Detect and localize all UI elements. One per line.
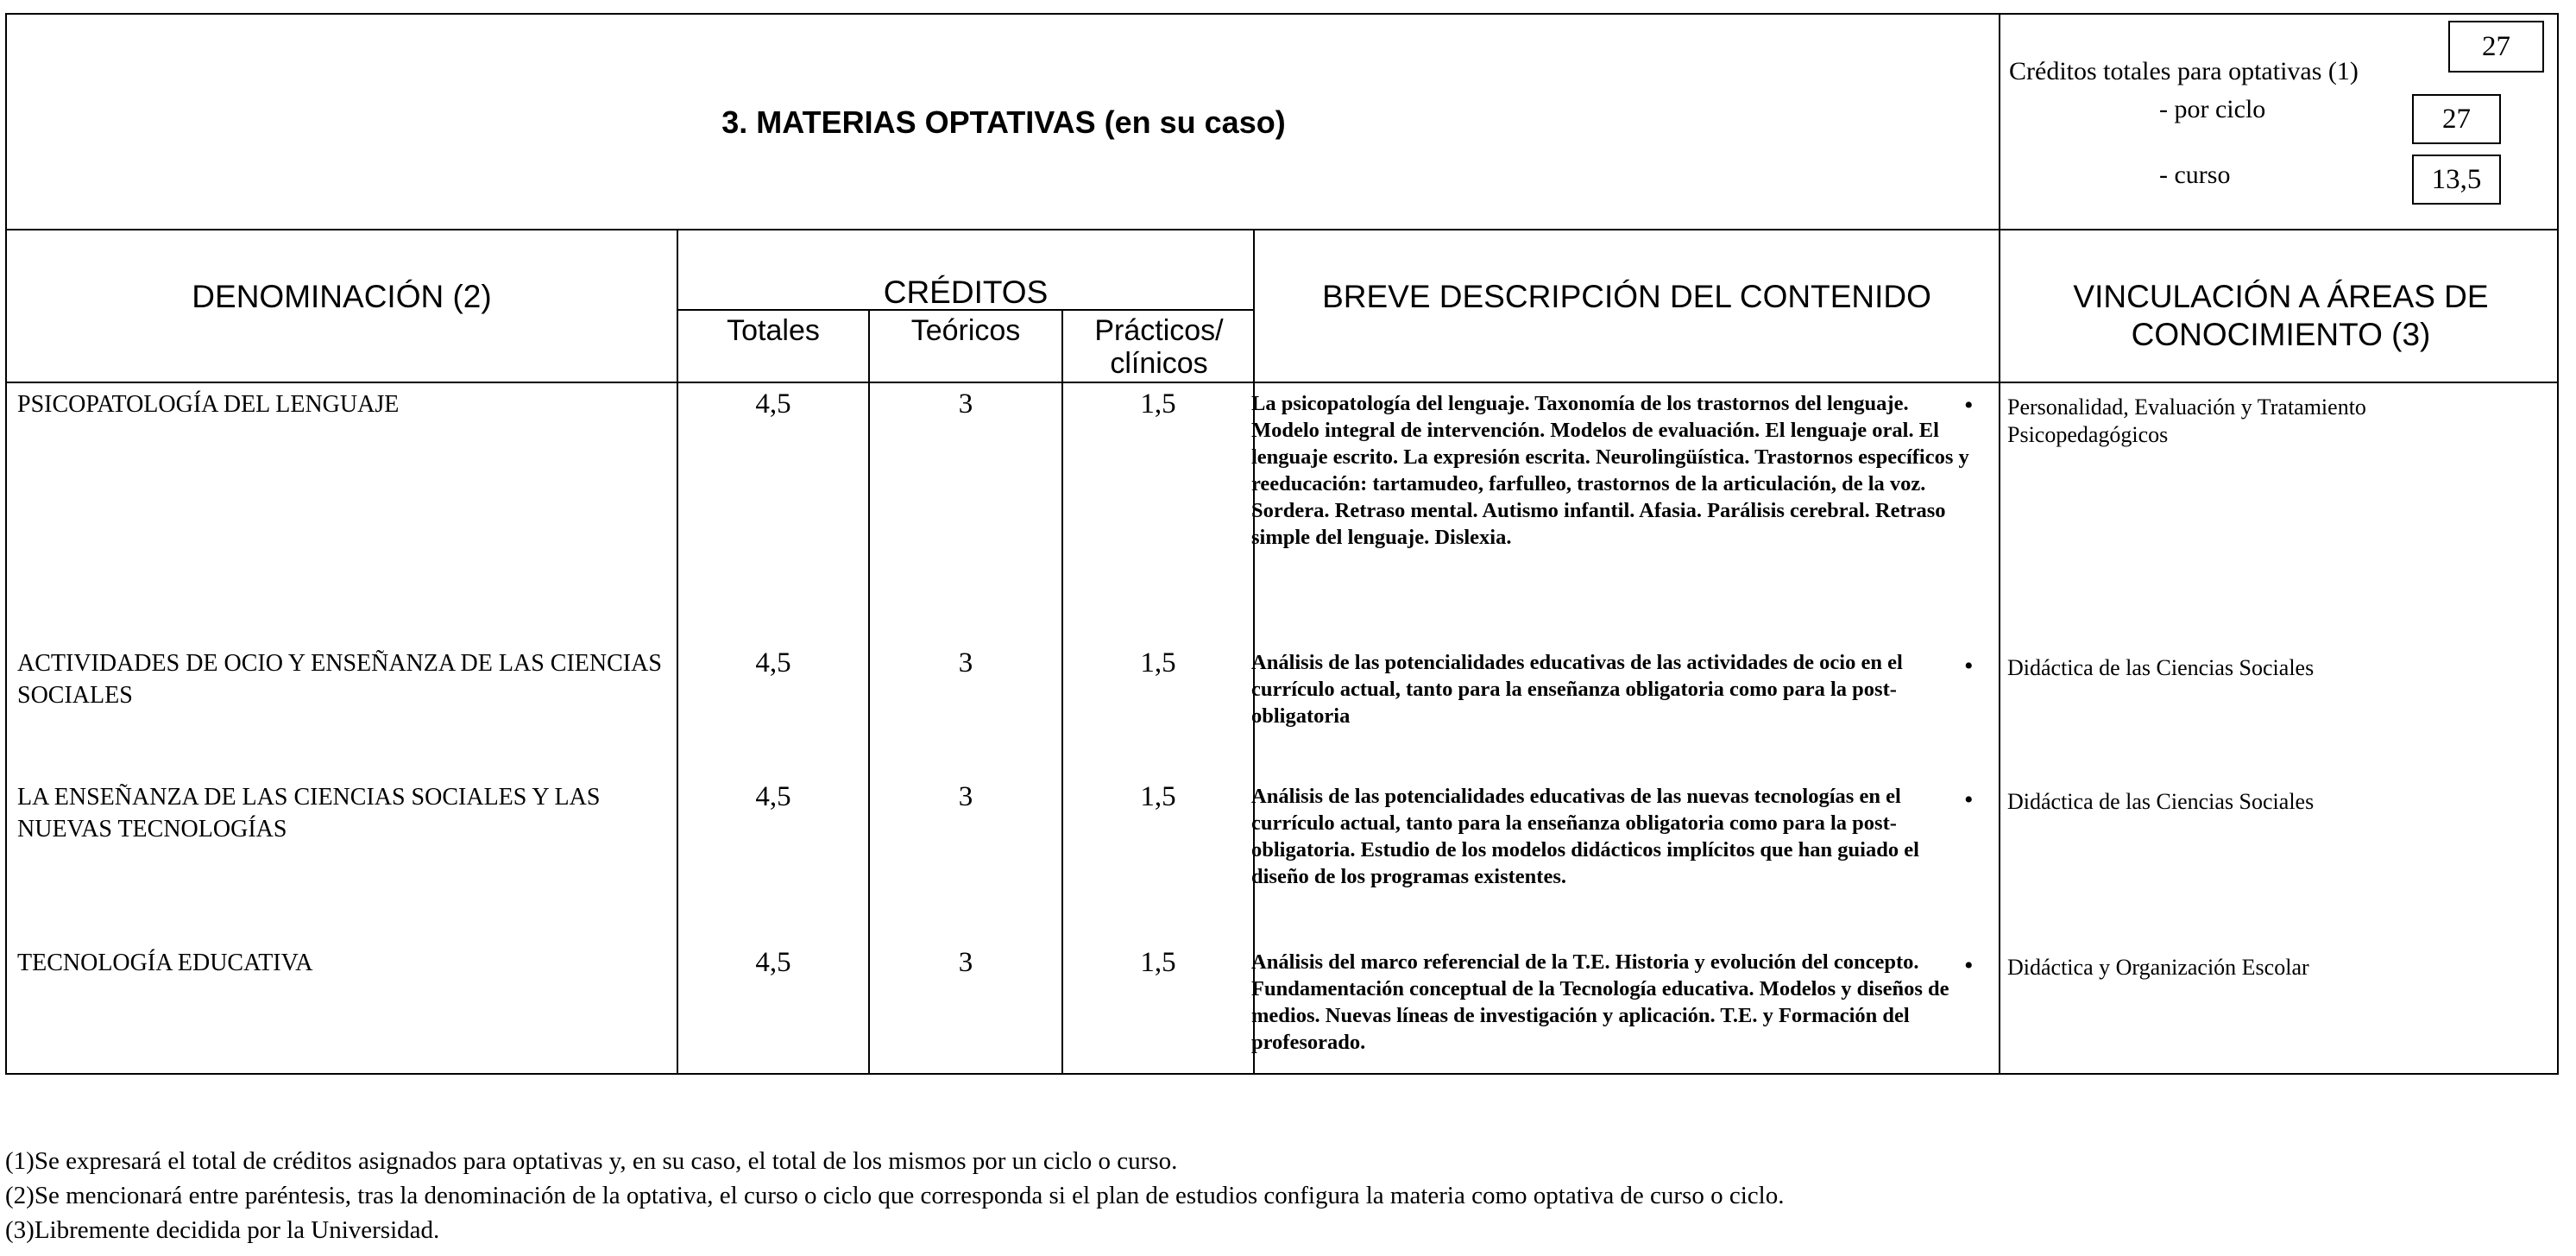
row-teoricos: 3: [958, 781, 973, 812]
row-area-text: Personalidad, Evaluación y Tratamiento Psicopedagógicos: [2007, 394, 2366, 447]
row-teoricos: 3: [958, 647, 973, 678]
row-description: La psicopatología del lenguaje. Taxonomía de los trastornos del lenguaje. Modelo integral de intervención. Modelos de evaluación. El lenguaje oral. El lenguaje escrito. La expresión escrita. Neurolingüística. Trastornos específicos y reeducación: tartamudeo, farfulleo, trastornos de la articulación, de la voz. Sordera. Retraso mental. Autismo infantil. Afasia. Parálisis cerebral. Retraso simple del lenguaje. Dislexia.: [1251, 392, 1969, 549]
footnote-1: (1)Se expresará el total de créditos asignados para optativas y, en su caso, el total de los mismos por un ciclo o curso.: [5, 1147, 1178, 1175]
row-teoricos: 3: [958, 388, 973, 420]
header-descripcion: BREVE DESCRIPCIÓN DEL CONTENIDO: [1322, 279, 1931, 314]
row-area: [1964, 391, 2491, 449]
header-creditos: CRÉDITOS: [883, 275, 1049, 310]
page-title: 3. MATERIAS OPTATIVAS (en su caso): [721, 104, 1286, 140]
curso-box: 13,5: [2412, 155, 2501, 205]
row-description: Análisis de las potencialidades educativas de las nuevas tecnologías en el currículo actual, tanto para la enseñanza obligatoria como para la post-obligatoria. Estudio de los modelos didácticos implícitos que han guiado el diseño de los programas existentes.: [1251, 785, 1919, 888]
row-practicos: 1,5: [1140, 781, 1176, 812]
row-area-text: Didáctica de las Ciencias Sociales: [2007, 789, 2315, 814]
header-practicos: Prácticos/ clínicos: [1094, 314, 1224, 380]
curso-label: - curso: [2159, 161, 2231, 189]
creditos-totales-label: Créditos totales para optativas (1): [2009, 57, 2359, 85]
row-totales: 4,5: [755, 388, 791, 420]
creditos-totales-box: 27: [2448, 21, 2544, 73]
row-name: ACTIVIDADES DE OCIO Y ENSEÑANZA DE LAS CIENCIAS SOCIALES: [17, 650, 662, 709]
row-name: PSICOPATOLOGÍA DEL LENGUAJE: [17, 391, 400, 418]
row-description: Análisis de las potencialidades educativas de las actividades de ocio en el currículo actual, tanto para la enseñanza obligatoria como para la post-obligatoria: [1251, 651, 1903, 728]
header-totales: Totales: [727, 314, 820, 347]
row-totales: 4,5: [755, 781, 791, 812]
row-name: TECNOLOGÍA EDUCATIVA: [17, 950, 313, 976]
por-ciclo-label: - por ciclo: [2159, 95, 2266, 123]
header-vinculacion: VINCULACIÓN A ÁREAS DE CONOCIMIENTO (3): [2073, 279, 2489, 352]
row-area: [1964, 786, 2516, 816]
footnotes: [5, 1144, 1784, 1247]
bullet-icon: •: [1964, 786, 1974, 814]
row-teoricos: 3: [958, 947, 973, 978]
row-description: Análisis del marco referencial de la T.E. Historia y evolución del concepto. Fundamentación conceptual de la Tecnología educativa. Modelos y diseños de medios. Nuevas líneas de investigación y aplicación. T.E. y Formación del profesorado.: [1251, 950, 1949, 1054]
row-totales: 4,5: [755, 647, 791, 678]
bullet-icon: •: [1964, 391, 1974, 420]
optativas-table: [5, 13, 2559, 1075]
row-practicos: 1,5: [1140, 647, 1176, 678]
row-totales: 4,5: [755, 947, 791, 978]
row-practicos: 1,5: [1140, 947, 1176, 978]
row-area: [1964, 951, 2516, 981]
header-teoricos: Teóricos: [910, 314, 1021, 347]
footnote-2: (2)Se mencionará entre paréntesis, tras la denominación de la optativa, el curso o ciclo que corresponda si el plan de estudios configura la materia como optativa de curso o ciclo.: [5, 1182, 1785, 1209]
row-area: [1964, 652, 2516, 682]
row-practicos: 1,5: [1140, 388, 1176, 420]
footnote-3: (3)Libremente decidida por la Universidad.: [5, 1216, 440, 1244]
bullet-icon: •: [1964, 951, 1974, 980]
por-ciclo-box: 27: [2412, 94, 2501, 144]
header-bottom-divider: [7, 382, 2557, 383]
bullet-icon: •: [1964, 652, 1974, 680]
row-area-text: Didáctica y Organización Escolar: [2007, 955, 2309, 980]
header-denominacion: DENOMINACIÓN (2): [192, 279, 492, 314]
row-area-text: Didáctica de las Ciencias Sociales: [2007, 655, 2315, 680]
row-name: LA ENSEÑANZA DE LAS CIENCIAS SOCIALES Y LAS NUEVAS TECNOLOGÍAS: [17, 784, 601, 843]
